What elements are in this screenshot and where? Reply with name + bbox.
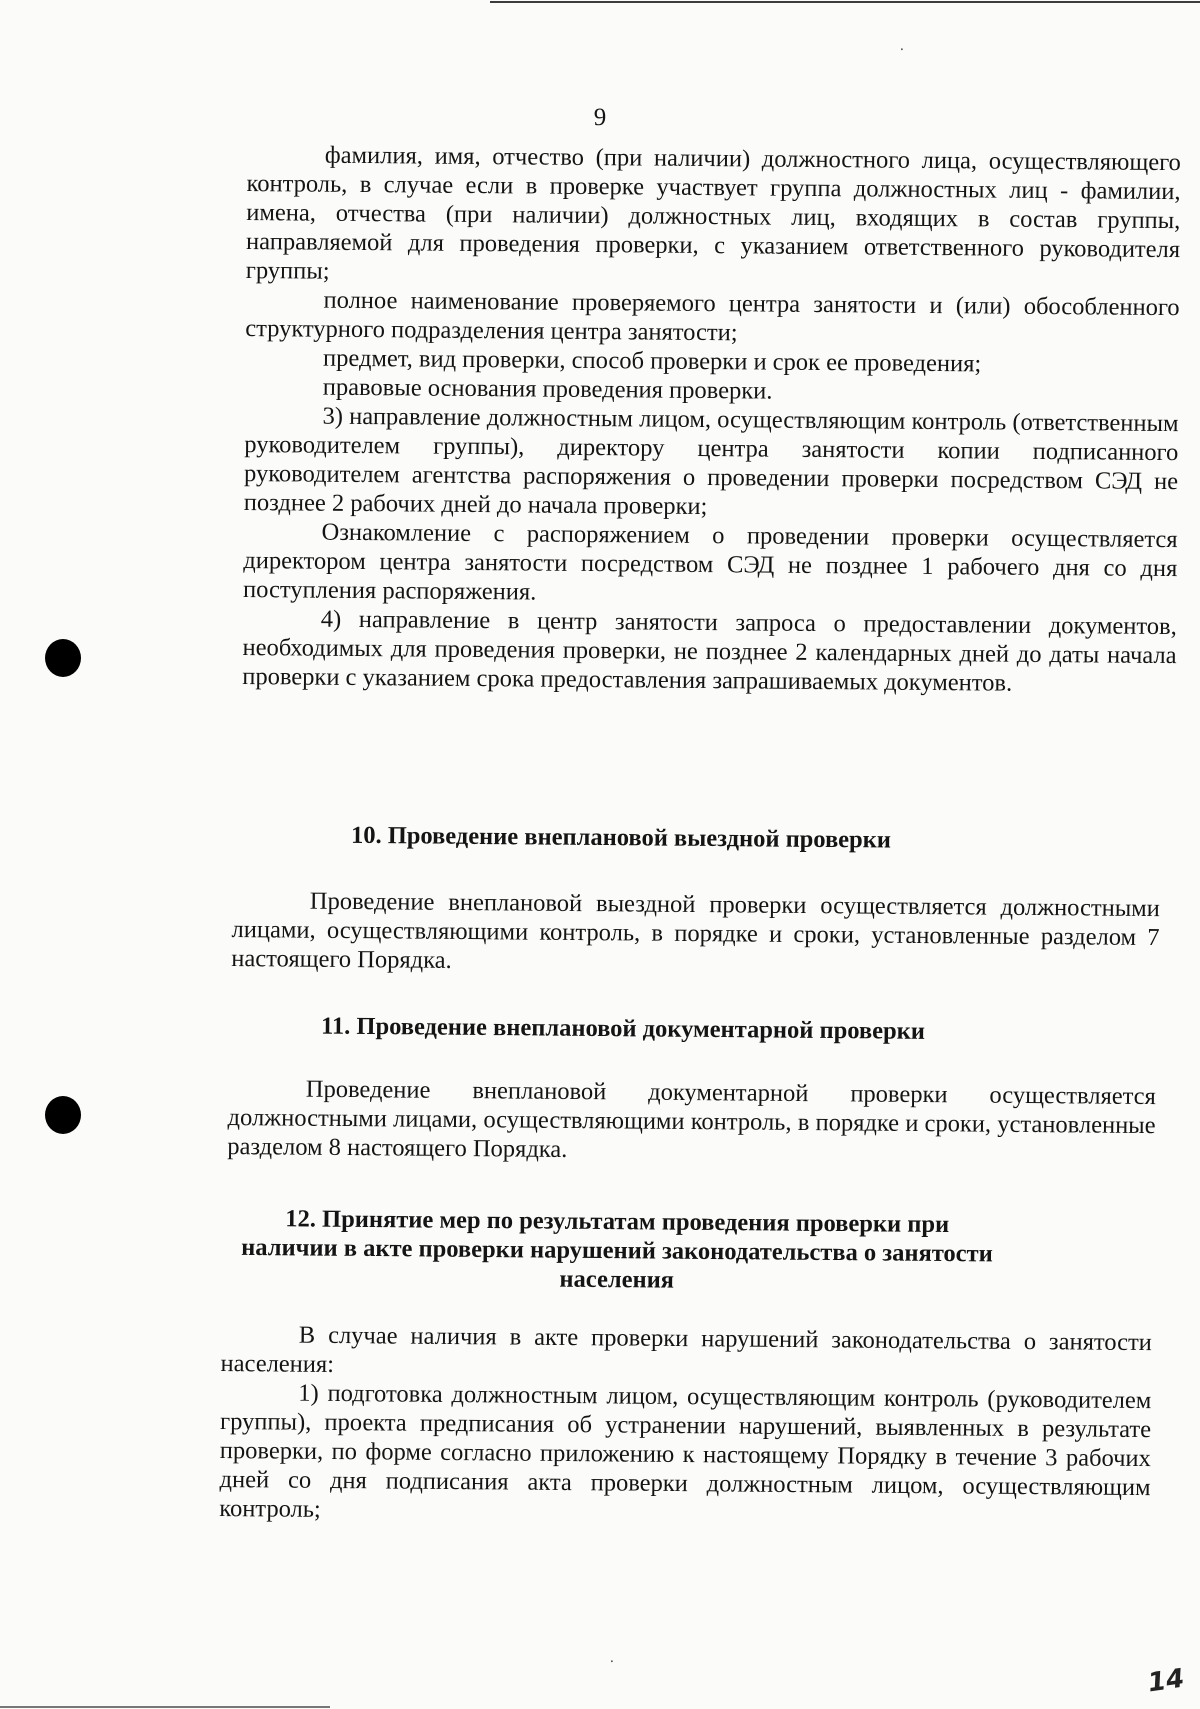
paragraph-legal-basis: правовые основания проведения проверки. [322,373,773,405]
section-10-paragraph: Проведение внеплановой выездной проверки осуществляется должностными лицами, осуществляющими контроль, в порядке и сроки, установленные разделом 7 настоящего Порядка. [231,887,1160,974]
section-12-heading-line-3: населения [559,1265,675,1294]
section-12-heading-line-1: 12. Принятие мер по результатам проведения проверки при [285,1205,950,1239]
section-12-intro: В случае наличия в акте проверки нарушений законодательства о занятости населения: [220,1321,1152,1378]
punch-hole-mark [45,639,81,677]
scan-speck: ⸱ [900,42,904,58]
section-12-heading-line-2: наличии в акте проверки нарушений законодательства о занятости [241,1233,993,1268]
handwritten-sheet-number: 14 [1146,1663,1187,1699]
page-number: 9 [593,104,607,131]
punch-hole-mark [45,1096,81,1134]
text-block-continuation [242,140,1181,699]
scan-speck: ⸱ [610,1654,614,1670]
section-11-heading: 11. Проведение внеплановой документарной проверки [320,1012,926,1045]
section-11-paragraph: Проведение внеплановой документарной проверки осуществляется должностными лицами, осуществляющими контроль, в порядке и сроки, установленные разделом 8 настоящего Порядка. [227,1075,1156,1163]
section-12-heading [0,1202,1200,1299]
section-10-heading: 10. Проведение внеплановой выездной проверки [350,821,892,854]
section-12-body [219,1320,1152,1531]
section-12-item-1: 1) подготовка должностным лицом, осуществляющим контроль (руководителем группы), проекта предписания об устранении нарушений, выявленных в результате проверки, по форме согласно приложению к настоящему Порядку в течение 3 рабочих дней со дня подписания акта проверки должностным лицом, осуществляющим контроль; [219,1379,1152,1523]
scan-top-edge-line [490,1,1200,3]
section-11-body [227,1074,1156,1169]
paragraph-center-name: полное наименование проверяемого центра занятости и (или) обособленного структурного подразделения центра занятости; [245,286,1180,347]
paragraph-familiarization: Ознакомление с распоряжением о проведении проверки осуществляется директором центра занятости посредством СЭД не позднее 1 рабочего дня со дня поступления распоряжения. [242,518,1178,606]
scan-bottom-edge-line [0,1706,330,1708]
paragraph-item-4: 4) направление в центр занятости запроса о предоставлении документов, необходимых для проведения проверки, не позднее 2 календарных дней до даты начала проверки с указанием срока предоставления запрашиваемых документов. [242,605,1177,697]
paragraph-item-3: 3) направление должностным лицом, осуществляющим контроль (ответственным руководителем группы), директору центра занятости копии подписанного руководителем агентства распоряжения о проведении проверки посредством СЭД не позднее 2 рабочих дней до начала проверки; [243,402,1179,521]
section-10-body [231,886,1160,981]
paragraph-inspector-names: фамилия, имя, отчество (при наличии) должностного лица, осуществляющего контроль, в случае если в проверке участвует группа должностных лиц - фамилии, имена, отчества (при наличии) должностных лиц, входящих в состав группы, направляемой для проведения проверки, с указанием ответственного руководителя группы; [245,141,1181,285]
paragraph-subject: предмет, вид проверки, способ проверки и срок ее проведения; [322,344,982,378]
